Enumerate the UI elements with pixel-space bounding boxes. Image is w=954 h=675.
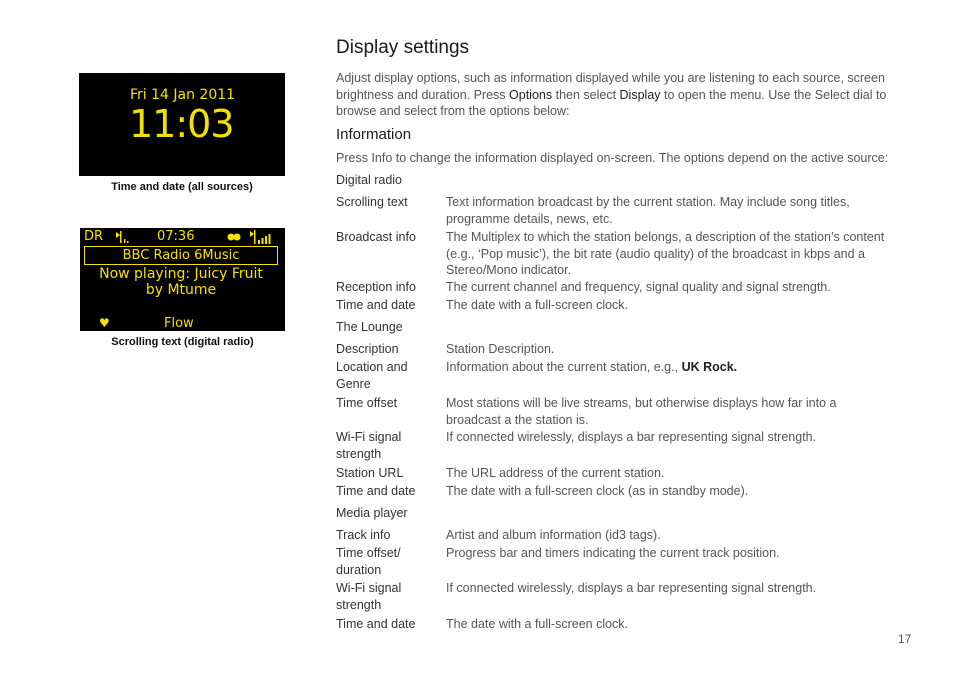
option-desc xyxy=(446,359,916,376)
option-term: Time and date xyxy=(336,617,416,631)
section-title: Information xyxy=(336,126,412,143)
station-name: BBC Radio 6Music xyxy=(84,246,278,265)
soft-key-label: Flow xyxy=(164,316,194,331)
source-indicator: DR xyxy=(84,229,104,244)
option-desc: The date with a full-screen clock. xyxy=(446,617,629,631)
scrolling-text-line: Now playing: Juicy Fruit xyxy=(99,266,263,282)
option-term: Time offset xyxy=(336,396,398,410)
scrolling-text xyxy=(84,266,278,298)
option-term: Location and Genre xyxy=(336,360,408,391)
signal-bars-icon xyxy=(250,229,274,244)
option-desc: The date with a full-screen clock. xyxy=(446,298,629,312)
section-heading-media-player: Media player xyxy=(336,506,408,520)
section-heading-the-lounge: The Lounge xyxy=(336,320,403,334)
option-desc: The current channel and frequency, signal quality and signal strength. xyxy=(446,280,831,294)
option-term: Wi-Fi signal strength xyxy=(336,430,402,461)
stereo-dots-icon xyxy=(227,233,241,241)
option-term: Time offset/ duration xyxy=(336,546,401,577)
option-desc: Most stations will be live streams, but otherwise displays how far into a broadcast a the station is. xyxy=(446,396,837,427)
scrolling-text-line: by Mtume xyxy=(145,282,217,298)
intro-text: then select xyxy=(552,87,620,102)
radio-screen xyxy=(80,228,285,331)
option-desc: The date with a full-screen clock (as in standby mode). xyxy=(446,484,749,498)
option-term: Reception info xyxy=(336,280,416,294)
section-heading-digital-radio: Digital radio xyxy=(336,173,403,187)
option-desc: The URL address of the current station. xyxy=(446,466,665,480)
option-term: Time and date xyxy=(336,484,416,498)
clock-screen-caption: Time and date (all sources) xyxy=(111,181,253,193)
option-term: Broadcast info xyxy=(336,230,416,244)
option-desc: The Multiplex to which the station belongs, a description of the station’s content (e.g., ‘Pop music’), the bit rate (audio quality) of the broadcast in kbps and a Stereo/Mono indicator. xyxy=(446,230,885,277)
option-desc: Station Description. xyxy=(446,342,555,356)
option-term: Wi-Fi signal strength xyxy=(336,581,402,612)
display-label: Display xyxy=(619,87,661,102)
option-term: Scrolling text xyxy=(336,195,408,209)
screen-time: 11:03 xyxy=(129,102,234,146)
intro-paragraph xyxy=(336,70,896,120)
option-desc: If connected wirelessly, displays a bar representing signal strength. xyxy=(446,430,817,444)
options-label: Options xyxy=(509,87,553,102)
option-desc: Progress bar and timers indicating the current track position. xyxy=(446,546,780,560)
option-term: Time and date xyxy=(336,298,416,312)
page-title: Display settings xyxy=(336,37,470,58)
heart-icon: ♥ xyxy=(99,316,110,330)
status-clock: 07:36 xyxy=(157,229,195,244)
clock-screen xyxy=(79,73,285,176)
info-paragraph: Press Info to change the information displayed on-screen. The options depend on the active source: xyxy=(336,151,889,165)
intro-text: Adjust display options, such as information displayed while you are listening to each source, screen brightness and duration. Press xyxy=(336,71,885,102)
option-term: Station URL xyxy=(336,466,404,480)
option-desc: Text information broadcast by the current station. May include song titles, programme details, news, etc. xyxy=(446,195,850,226)
example-genre: UK Rock. xyxy=(681,360,738,374)
option-desc-text: Information about the current station, e.g., xyxy=(446,360,682,374)
radio-screen-caption: Scrolling text (digital radio) xyxy=(111,336,254,348)
option-desc: If connected wirelessly, displays a bar representing signal strength. xyxy=(446,581,817,595)
antenna-icon xyxy=(115,230,129,243)
option-term: Description xyxy=(336,342,399,356)
page-number: 17 xyxy=(898,632,912,646)
option-desc: Artist and album information (id3 tags). xyxy=(446,528,661,542)
screen-date: Fri 14 Jan 2011 xyxy=(130,87,236,103)
option-term: Track info xyxy=(336,528,391,542)
intro-text: to open the menu. Use the Select dial to browse and select from the options below: xyxy=(336,87,887,118)
